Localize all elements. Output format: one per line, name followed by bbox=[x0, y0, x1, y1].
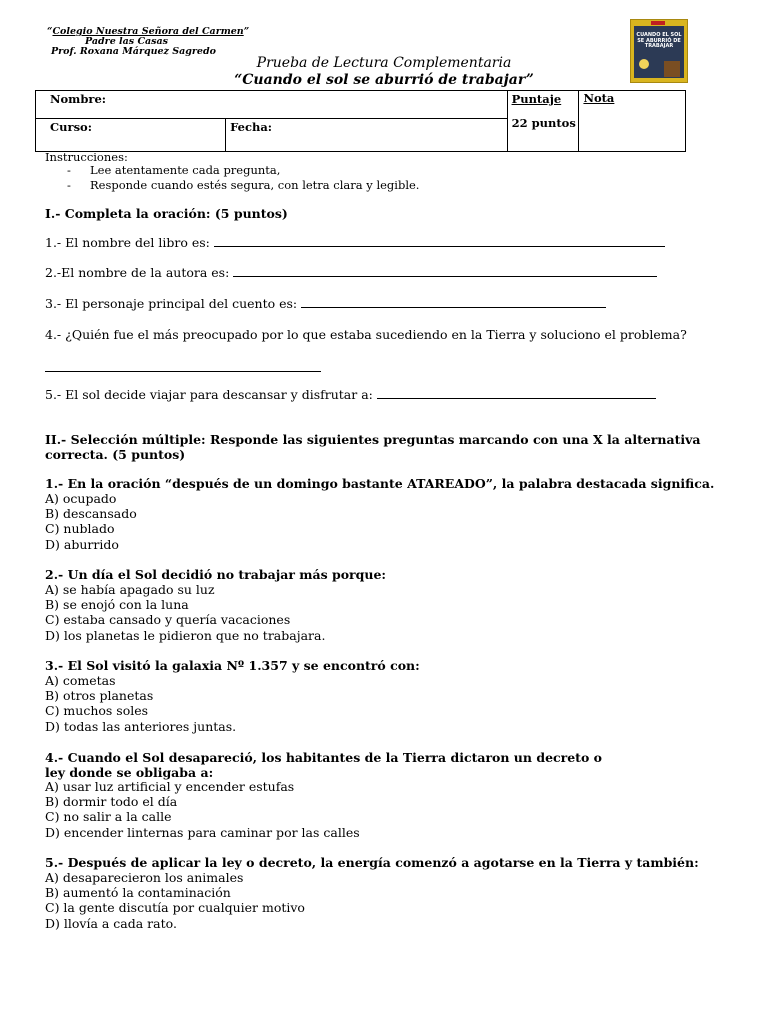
mc-options-2 bbox=[45, 582, 325, 643]
grade-label: Nota bbox=[583, 91, 615, 105]
school-header bbox=[47, 27, 249, 57]
option[interactable]: C) muchos soles bbox=[45, 703, 149, 719]
cover-house-icon bbox=[664, 61, 680, 77]
book-title: “Cuando el sol se aburrió de trabajar” bbox=[234, 72, 534, 88]
score-label: Puntaje bbox=[511, 92, 562, 106]
date-cell[interactable] bbox=[226, 119, 507, 152]
answer-line-4[interactable] bbox=[45, 371, 321, 372]
score-cell bbox=[507, 91, 579, 152]
mc-question-3: 3.- El Sol visitó la galaxia Nº 1.357 y se encontró con: bbox=[45, 658, 420, 673]
mc-question-1: 1.- En la oración “después de un domingo bastante ATAREADO”, la palabra destacada significa. bbox=[45, 476, 715, 491]
mc-options-5 bbox=[45, 870, 305, 931]
instruction-item: - Lee atentamente cada pregunta, bbox=[67, 163, 281, 177]
question-1: 1.- El nombre del libro es: bbox=[45, 235, 665, 250]
question-2: 2.-El nombre de la autora es: bbox=[45, 265, 657, 280]
page-title: Prueba de Lectura Complementaria bbox=[256, 55, 512, 71]
option[interactable]: C) no salir a la calle bbox=[45, 809, 172, 825]
cover-badge bbox=[651, 21, 665, 25]
answer-line-1[interactable] bbox=[214, 245, 665, 247]
mc-options-3 bbox=[45, 673, 236, 734]
course-cell[interactable] bbox=[36, 119, 226, 152]
mc-question-4: 4.- Cuando el Sol desapareció, los habitantes de la Tierra dictaron un decreto o ley donde se obligaba a: bbox=[45, 750, 602, 780]
option[interactable]: A) cometas bbox=[45, 673, 116, 688]
option[interactable]: D) aburrido bbox=[45, 536, 119, 552]
course-label: Curso: bbox=[50, 120, 92, 134]
answer-line-5[interactable] bbox=[377, 397, 656, 399]
teacher-name: Prof. Roxana Márquez Sagredo bbox=[51, 46, 216, 57]
option[interactable]: A) ocupado bbox=[45, 491, 117, 506]
section1-title: I.- Completa la oración: (5 puntos) bbox=[45, 206, 288, 221]
instructions-title: Instrucciones: bbox=[45, 150, 128, 164]
name-label: Nombre: bbox=[50, 92, 107, 106]
mc-question-2: 2.- Un día el Sol decidió no trabajar más porque: bbox=[45, 567, 387, 582]
option[interactable]: A) se había apagado su luz bbox=[45, 582, 215, 597]
instruction-item: - Responde cuando estés segura, con letra clara y legible. bbox=[67, 178, 420, 192]
question-5: 5.- El sol decide viajar para descansar y disfrutar a: bbox=[45, 387, 656, 402]
option[interactable]: A) desaparecieron los animales bbox=[45, 870, 244, 885]
option[interactable]: A) usar luz artificial y encender estufas bbox=[45, 779, 295, 794]
name-cell[interactable] bbox=[36, 91, 508, 119]
mc-question-5: 5.- Después de aplicar la ley o decreto, la energía comenzó a agotarse en la Tierra y también: bbox=[45, 855, 699, 870]
option[interactable]: B) dormir todo el día bbox=[45, 794, 178, 810]
score-value: 22 puntos bbox=[511, 116, 576, 130]
date-label: Fecha: bbox=[230, 120, 273, 134]
mc-options-4 bbox=[45, 779, 360, 840]
option[interactable]: B) otros planetas bbox=[45, 688, 154, 704]
question-3: 3.- El personaje principal del cuento es: bbox=[45, 296, 606, 311]
option[interactable]: D) llovía a cada rato. bbox=[45, 915, 177, 931]
school-name: “Colegio Nuestra Señora del Carmen” bbox=[47, 26, 250, 37]
mc-options-1 bbox=[45, 491, 137, 552]
option[interactable]: D) encender linternas para caminar por las calles bbox=[45, 824, 360, 840]
option[interactable]: B) descansado bbox=[45, 506, 137, 522]
option[interactable]: C) estaba cansado y quería vacaciones bbox=[45, 612, 291, 628]
book-cover-image bbox=[630, 19, 688, 83]
answer-line-2[interactable] bbox=[233, 275, 657, 277]
grade-cell[interactable] bbox=[579, 91, 686, 152]
cover-title: CUANDO EL SOL SE ABURRIÓ DE TRABAJAR bbox=[636, 32, 682, 49]
option[interactable]: B) se enojó con la luna bbox=[45, 597, 189, 613]
option[interactable]: C) la gente discutía por cualquier motivo bbox=[45, 900, 305, 916]
answer-line-3[interactable] bbox=[301, 306, 606, 308]
student-info-table bbox=[35, 90, 686, 152]
option[interactable]: B) aumentó la contaminación bbox=[45, 885, 231, 901]
option[interactable]: D) todas las anteriores juntas. bbox=[45, 718, 237, 734]
cover-moon-icon bbox=[639, 59, 649, 69]
school-location: Padre las Casas bbox=[85, 36, 169, 47]
section2-title: II.- Selección múltiple: Responde las siguientes preguntas marcando con una X la alternativa correcta. (5 puntos) bbox=[45, 432, 701, 462]
question-4: 4.- ¿Quién fue el más preocupado por lo que estaba sucediendo en la Tierra y soluciono el problema? bbox=[45, 327, 687, 342]
option[interactable]: C) nublado bbox=[45, 521, 115, 537]
option[interactable]: D) los planetas le pidieron que no trabajara. bbox=[45, 627, 326, 643]
